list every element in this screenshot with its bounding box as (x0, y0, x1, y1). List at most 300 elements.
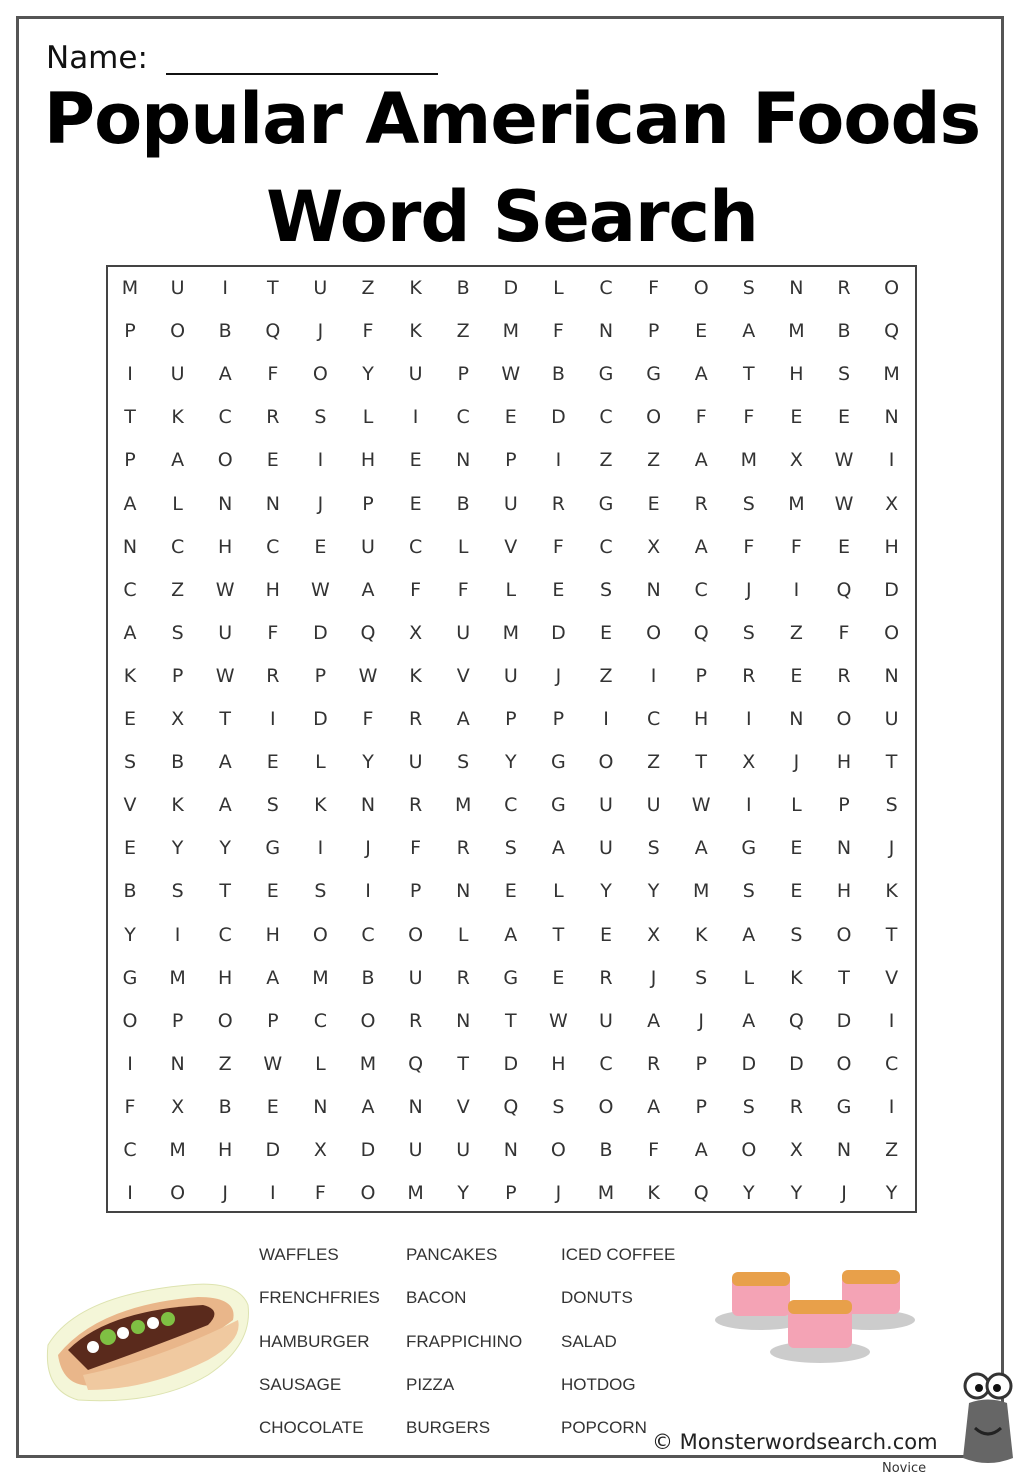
grid-letter[interactable]: R (599, 966, 613, 989)
grid-letter[interactable]: E (266, 751, 279, 774)
grid-letter[interactable]: S (457, 751, 470, 774)
grid-letter[interactable]: B (551, 363, 565, 386)
grid-letter[interactable]: T (219, 708, 231, 730)
grid-letter[interactable]: Z (361, 277, 375, 299)
grid-letter[interactable]: P (838, 794, 850, 817)
grid-letter[interactable]: A (694, 1139, 708, 1161)
grid-letter[interactable]: A (266, 966, 280, 989)
grid-letter[interactable]: O (598, 1095, 614, 1118)
grid-letter[interactable]: C (408, 535, 423, 558)
grid-letter[interactable]: U (503, 664, 518, 687)
grid-letter[interactable]: K (171, 406, 184, 429)
grid-letter[interactable]: T (552, 923, 565, 946)
grid-letter[interactable]: C (646, 708, 661, 730)
grid-letter[interactable]: X (171, 708, 185, 730)
grid-letter[interactable]: O (122, 1009, 138, 1032)
grid-letter[interactable]: C (504, 794, 518, 817)
grid-letter[interactable]: L (553, 277, 564, 299)
grid-letter[interactable]: X (171, 1095, 185, 1118)
grid-letter[interactable]: J (793, 751, 800, 774)
grid-letter[interactable]: J (555, 664, 562, 687)
grid-letter[interactable]: R (837, 277, 851, 299)
grid-letter[interactable]: M (692, 880, 710, 903)
grid-letter[interactable]: F (552, 320, 564, 343)
grid-letter[interactable]: R (408, 794, 423, 817)
grid-letter[interactable]: L (315, 1052, 326, 1075)
grid-letter[interactable]: Y (457, 1182, 469, 1205)
grid-letter[interactable]: G (122, 966, 138, 989)
grid-letter[interactable]: D (503, 277, 519, 299)
grid-letter[interactable]: U (456, 1139, 471, 1161)
grid-letter[interactable]: N (598, 320, 614, 343)
grid-letter[interactable]: F (695, 406, 707, 429)
grid-letter[interactable]: N (122, 535, 138, 558)
grid-letter[interactable]: C (170, 535, 185, 558)
grid-letter[interactable]: Q (693, 621, 709, 644)
grid-letter[interactable]: J (650, 966, 657, 989)
grid-letter[interactable]: C (599, 1052, 613, 1075)
grid-letter[interactable]: E (266, 449, 279, 472)
grid-letter[interactable]: A (694, 363, 708, 386)
grid-letter[interactable]: I (127, 1052, 133, 1075)
grid-letter[interactable]: O (217, 449, 233, 472)
grid-letter[interactable]: M (407, 1182, 424, 1205)
grid-letter[interactable]: X (885, 492, 899, 515)
grid-letter[interactable]: E (504, 880, 517, 903)
grid-letter[interactable]: A (123, 621, 137, 644)
grid-letter[interactable]: N (884, 406, 899, 429)
grid-letter[interactable]: N (456, 449, 471, 472)
grid-letter[interactable]: A (218, 363, 232, 386)
grid-letter[interactable]: P (124, 449, 136, 472)
grid-letter[interactable]: P (695, 664, 707, 687)
grid-letter[interactable]: E (695, 320, 708, 343)
grid-letter[interactable]: J (888, 837, 895, 860)
grid-letter[interactable]: I (269, 1182, 276, 1205)
grid-letter[interactable]: C (599, 277, 613, 299)
grid-letter[interactable]: A (171, 449, 185, 472)
grid-letter[interactable]: Z (456, 320, 470, 343)
grid-letter[interactable]: F (362, 320, 374, 343)
grid-letter[interactable]: T (266, 277, 279, 299)
grid-letter[interactable]: U (313, 277, 328, 299)
grid-letter[interactable]: S (790, 923, 803, 946)
grid-letter[interactable]: N (313, 1095, 328, 1118)
grid-letter[interactable]: Y (647, 880, 660, 903)
grid-letter[interactable]: F (648, 277, 660, 299)
grid-letter[interactable]: R (694, 492, 708, 515)
grid-letter[interactable]: I (888, 449, 895, 472)
grid-letter[interactable]: C (361, 923, 375, 946)
grid-letter[interactable]: C (694, 578, 708, 601)
grid-letter[interactable]: S (742, 492, 755, 515)
grid-letter[interactable]: F (790, 535, 802, 558)
grid-letter[interactable]: E (790, 837, 803, 860)
grid-letter[interactable]: L (743, 966, 755, 989)
grid-letter[interactable]: R (266, 664, 280, 687)
grid-letter[interactable]: R (742, 664, 756, 687)
grid-letter[interactable]: S (599, 578, 613, 601)
grid-letter[interactable]: N (170, 1052, 185, 1075)
grid-letter[interactable]: I (174, 923, 181, 946)
grid-letter[interactable]: T (838, 966, 850, 989)
grid-letter[interactable]: P (647, 320, 660, 343)
grid-letter[interactable]: J (222, 1182, 228, 1205)
grid-letter[interactable]: G (265, 837, 281, 860)
grid-letter[interactable]: G (503, 966, 519, 989)
grid-letter[interactable]: T (885, 923, 898, 946)
grid-letter[interactable]: S (123, 751, 137, 774)
grid-letter[interactable]: Y (362, 751, 374, 774)
grid-letter[interactable]: W (691, 794, 711, 817)
grid-letter[interactable]: W (834, 492, 854, 515)
grid-letter[interactable]: A (361, 1095, 375, 1118)
grid-letter[interactable]: G (598, 363, 614, 386)
grid-letter[interactable]: S (742, 880, 755, 903)
grid-letter[interactable]: G (551, 794, 566, 817)
grid-letter[interactable]: P (409, 880, 422, 903)
grid-letter[interactable]: I (650, 664, 657, 687)
grid-letter[interactable]: I (603, 708, 609, 730)
grid-letter[interactable]: S (742, 621, 755, 644)
grid-letter[interactable]: Z (647, 449, 661, 472)
grid-letter[interactable]: U (646, 794, 661, 817)
grid-letter[interactable]: M (597, 1182, 615, 1205)
grid-letter[interactable]: A (551, 837, 565, 860)
grid-letter[interactable]: N (408, 1095, 423, 1118)
grid-letter[interactable]: A (504, 923, 518, 946)
grid-letter[interactable]: H (218, 535, 233, 558)
grid-letter[interactable]: D (836, 1009, 852, 1032)
grid-letter[interactable]: J (698, 1009, 704, 1032)
grid-letter[interactable]: E (266, 880, 279, 903)
grid-letter[interactable]: B (171, 751, 185, 774)
grid-letter[interactable]: S (504, 837, 517, 860)
grid-letter[interactable]: K (409, 664, 422, 687)
grid-letter[interactable]: I (222, 277, 228, 299)
grid-letter[interactable]: W (834, 449, 854, 472)
grid-letter[interactable]: G (836, 1095, 852, 1118)
grid-letter[interactable]: X (789, 449, 803, 472)
grid-letter[interactable]: I (745, 794, 752, 817)
grid-letter[interactable]: A (742, 1009, 756, 1032)
grid-letter[interactable]: L (172, 492, 183, 515)
grid-letter[interactable]: K (409, 277, 422, 299)
grid-letter[interactable]: L (457, 535, 469, 558)
grid-letter[interactable]: J (317, 492, 324, 515)
grid-letter[interactable]: I (269, 708, 276, 730)
grid-letter[interactable]: N (456, 880, 471, 903)
grid-letter[interactable]: X (647, 923, 661, 946)
grid-letter[interactable]: M (169, 966, 186, 989)
grid-letter[interactable]: W (310, 578, 330, 601)
grid-letter[interactable]: J (317, 320, 324, 343)
grid-letter[interactable]: K (885, 880, 898, 903)
grid-letter[interactable]: Q (408, 1052, 424, 1075)
grid-letter[interactable]: M (502, 320, 519, 343)
grid-letter[interactable]: E (504, 406, 517, 429)
grid-letter[interactable]: Y (219, 837, 231, 860)
grid-letter[interactable]: O (217, 1009, 233, 1032)
grid-letter[interactable]: F (314, 1182, 326, 1205)
grid-letter[interactable]: N (789, 708, 804, 730)
grid-letter[interactable]: X (409, 621, 423, 644)
grid-letter[interactable]: S (695, 966, 708, 989)
grid-letter[interactable]: H (694, 708, 709, 730)
grid-letter[interactable]: P (171, 1009, 184, 1032)
grid-letter[interactable]: Y (885, 1182, 898, 1205)
grid-letter[interactable]: R (408, 1009, 423, 1032)
grid-letter[interactable]: J (841, 1182, 847, 1205)
grid-letter[interactable]: S (885, 794, 898, 817)
grid-letter[interactable]: M (359, 1052, 377, 1075)
grid-letter[interactable]: R (837, 664, 851, 687)
grid-letter[interactable]: N (503, 1139, 518, 1161)
grid-letter[interactable]: E (790, 406, 803, 429)
grid-letter[interactable]: V (123, 794, 137, 817)
grid-letter[interactable]: O (170, 1182, 186, 1205)
grid-letter[interactable]: R (456, 837, 470, 860)
grid-letter[interactable]: L (457, 923, 469, 946)
grid-letter[interactable]: G (741, 837, 757, 860)
grid-letter[interactable]: W (548, 1009, 568, 1032)
grid-letter[interactable]: M (788, 320, 805, 343)
grid-letter[interactable]: Z (789, 621, 803, 644)
grid-letter[interactable]: N (884, 664, 899, 687)
grid-letter[interactable]: E (552, 966, 565, 989)
grid-letter[interactable]: F (743, 535, 755, 558)
grid-letter[interactable]: F (410, 837, 422, 860)
grid-letter[interactable]: I (127, 1182, 133, 1205)
grid-letter[interactable]: B (456, 492, 470, 515)
grid-letter[interactable]: E (837, 406, 850, 429)
grid-letter[interactable]: E (790, 880, 803, 903)
grid-letter[interactable]: N (360, 794, 376, 817)
grid-letter[interactable]: A (694, 837, 708, 860)
grid-letter[interactable]: A (123, 492, 137, 515)
grid-letter[interactable]: K (171, 794, 184, 817)
grid-letter[interactable]: R (408, 708, 423, 730)
grid-letter[interactable]: C (218, 923, 232, 946)
grid-letter[interactable]: H (265, 923, 280, 946)
grid-letter[interactable]: U (408, 966, 423, 989)
grid-letter[interactable]: E (123, 708, 136, 730)
grid-letter[interactable]: H (360, 449, 376, 472)
grid-letter[interactable]: U (408, 1139, 423, 1161)
grid-letter[interactable]: W (215, 578, 235, 601)
grid-letter[interactable]: N (265, 492, 280, 515)
grid-letter[interactable]: B (361, 966, 375, 989)
grid-letter[interactable]: Y (790, 1182, 803, 1205)
grid-letter[interactable]: S (171, 880, 184, 903)
grid-letter[interactable]: A (647, 1009, 661, 1032)
grid-letter[interactable]: K (694, 923, 708, 946)
grid-letter[interactable]: F (457, 578, 469, 601)
grid-letter[interactable]: O (884, 621, 900, 644)
grid-letter[interactable]: C (884, 1052, 899, 1075)
grid-letter[interactable]: E (790, 664, 803, 687)
grid-letter[interactable]: M (788, 492, 805, 515)
grid-letter[interactable]: F (410, 578, 422, 601)
grid-letter[interactable]: S (314, 406, 327, 429)
grid-letter[interactable]: S (742, 277, 755, 299)
grid-letter[interactable]: Q (360, 621, 376, 644)
grid-letter[interactable]: X (789, 1139, 803, 1161)
grid-letter[interactable]: O (312, 923, 328, 946)
grid-letter[interactable]: T (124, 406, 136, 429)
grid-letter[interactable]: O (408, 923, 424, 946)
grid-letter[interactable]: N (646, 578, 661, 601)
grid-letter[interactable]: P (505, 1182, 517, 1205)
grid-letter[interactable]: O (312, 363, 328, 386)
grid-letter[interactable]: L (791, 794, 802, 817)
grid-letter[interactable]: E (314, 535, 327, 558)
grid-letter[interactable]: W (358, 664, 378, 687)
grid-letter[interactable]: Y (600, 880, 612, 903)
grid-letter[interactable]: F (124, 1095, 136, 1118)
grid-letter[interactable]: V (885, 966, 899, 989)
grid-letter[interactable]: U (170, 363, 185, 386)
grid-letter[interactable]: S (314, 880, 327, 903)
grid-letter[interactable]: C (123, 578, 137, 601)
grid-letter[interactable]: D (789, 1052, 804, 1075)
grid-letter[interactable]: I (888, 1095, 895, 1118)
grid-letter[interactable]: J (365, 837, 371, 860)
grid-letter[interactable]: F (552, 535, 564, 558)
grid-letter[interactable]: N (456, 1009, 471, 1032)
grid-letter[interactable]: J (745, 578, 752, 601)
grid-letter[interactable]: T (219, 880, 231, 903)
grid-letter[interactable]: A (742, 320, 756, 343)
grid-letter[interactable]: R (266, 406, 280, 429)
grid-letter[interactable]: A (694, 535, 708, 558)
grid-letter[interactable]: S (266, 794, 279, 817)
grid-letter[interactable]: I (888, 1009, 895, 1032)
grid-letter[interactable]: K (790, 966, 803, 989)
grid-letter[interactable]: Q (884, 320, 900, 343)
grid-letter[interactable]: B (456, 277, 470, 299)
grid-letter[interactable]: C (266, 535, 280, 558)
grid-letter[interactable]: L (362, 406, 374, 429)
grid-letter[interactable]: A (694, 449, 708, 472)
grid-letter[interactable]: P (505, 708, 517, 730)
grid-letter[interactable]: B (123, 880, 137, 903)
grid-letter[interactable]: V (456, 1095, 470, 1118)
grid-letter[interactable]: X (742, 751, 756, 774)
grid-letter[interactable]: M (883, 363, 900, 386)
grid-letter[interactable]: H (836, 751, 852, 774)
grid-letter[interactable]: O (646, 406, 662, 429)
grid-letter[interactable]: I (412, 406, 419, 429)
grid-letter[interactable]: C (123, 1139, 137, 1161)
grid-letter[interactable]: O (836, 708, 852, 730)
grid-letter[interactable]: U (408, 363, 423, 386)
grid-letter[interactable]: W (501, 363, 521, 386)
grid-letter[interactable]: U (599, 1009, 613, 1032)
grid-letter[interactable]: J (555, 1182, 562, 1205)
grid-letter[interactable]: Q (503, 1095, 519, 1118)
grid-letter[interactable]: T (504, 1009, 517, 1032)
grid-letter[interactable]: B (218, 320, 232, 343)
grid-letter[interactable]: Z (599, 664, 613, 687)
grid-letter[interactable]: D (313, 621, 328, 644)
grid-letter[interactable]: F (838, 621, 850, 644)
grid-letter[interactable]: E (599, 923, 612, 946)
grid-letter[interactable]: E (266, 1095, 279, 1118)
grid-letter[interactable]: U (170, 277, 185, 299)
grid-letter[interactable]: O (693, 277, 709, 299)
grid-letter[interactable]: O (598, 751, 614, 774)
grid-letter[interactable]: N (789, 277, 804, 299)
grid-letter[interactable]: X (647, 535, 661, 558)
grid-letter[interactable]: N (218, 492, 233, 515)
grid-letter[interactable]: X (313, 1139, 327, 1161)
grid-letter[interactable]: M (121, 277, 139, 299)
grid-letter[interactable]: Q (265, 320, 281, 343)
grid-letter[interactable]: S (171, 621, 184, 644)
grid-letter[interactable]: D (313, 708, 328, 730)
grid-letter[interactable]: L (315, 751, 326, 774)
grid-letter[interactable]: P (695, 1052, 707, 1075)
grid-letter[interactable]: P (505, 449, 517, 472)
grid-letter[interactable]: A (456, 708, 470, 730)
grid-letter[interactable]: L (553, 880, 564, 903)
grid-letter[interactable]: D (265, 1139, 281, 1161)
grid-letter[interactable]: C (313, 1009, 328, 1032)
grid-letter[interactable]: S (742, 1095, 755, 1118)
grid-letter[interactable]: I (317, 449, 324, 472)
grid-letter[interactable]: O (550, 1139, 566, 1161)
grid-letter[interactable]: D (551, 621, 566, 644)
grid-letter[interactable]: G (646, 363, 661, 386)
grid-letter[interactable]: P (124, 320, 136, 343)
grid-letter[interactable]: N (836, 1139, 852, 1161)
grid-letter[interactable]: A (218, 751, 232, 774)
grid-letter[interactable]: Q (836, 578, 852, 601)
grid-letter[interactable]: T (695, 751, 707, 774)
grid-letter[interactable]: M (502, 621, 519, 644)
grid-letter[interactable]: M (740, 449, 757, 472)
grid-letter[interactable]: Z (218, 1052, 232, 1075)
grid-letter[interactable]: U (503, 492, 518, 515)
grid-letter[interactable]: D (741, 1052, 757, 1075)
grid-letter[interactable]: U (361, 535, 375, 558)
grid-letter[interactable]: F (267, 621, 279, 644)
grid-letter[interactable]: G (598, 492, 614, 515)
grid-letter[interactable]: A (218, 794, 232, 817)
grid-letter[interactable]: C (456, 406, 470, 429)
grid-letter[interactable]: M (454, 794, 472, 817)
grid-letter[interactable]: V (456, 664, 470, 687)
grid-letter[interactable]: H (789, 363, 804, 386)
grid-letter[interactable]: F (743, 406, 755, 429)
grid-letter[interactable]: B (218, 1095, 232, 1118)
grid-letter[interactable]: S (837, 363, 851, 386)
grid-letter[interactable]: I (365, 880, 371, 903)
grid-letter[interactable]: A (361, 578, 375, 601)
grid-letter[interactable]: U (884, 708, 899, 730)
grid-letter[interactable]: O (836, 1052, 852, 1075)
grid-letter[interactable]: O (360, 1182, 376, 1205)
grid-letter[interactable]: C (599, 406, 613, 429)
grid-letter[interactable]: Y (742, 1182, 755, 1205)
grid-letter[interactable]: M (312, 966, 329, 989)
grid-letter[interactable]: W (215, 664, 235, 687)
grid-letter[interactable]: E (552, 578, 565, 601)
grid-letter[interactable]: A (742, 923, 756, 946)
grid-letter[interactable]: H (265, 578, 280, 601)
grid-letter[interactable]: H (218, 966, 233, 989)
